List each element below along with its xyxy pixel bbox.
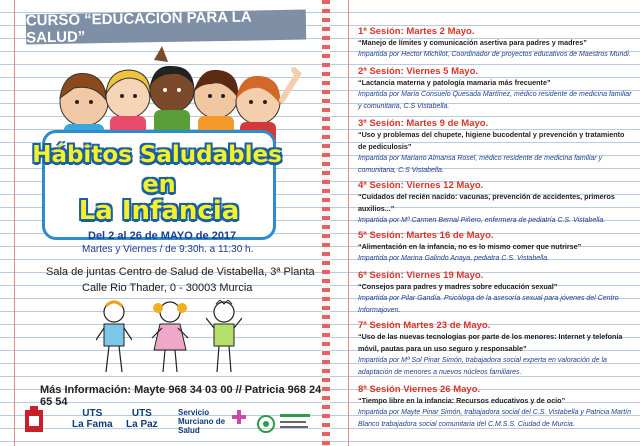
headline-line-3: La Infancia (78, 196, 240, 226)
session-topic: “Uso de las nuevas tecnologías por parte de los menores: Internet y telefonía móvil, pautas para un uso seguro y responsable” (358, 332, 623, 353)
session-topic: “Lactancia materna y patología mamaria más frecuente” (358, 78, 551, 87)
session-title: 1ª Sesión: Martes 2 Mayo. (358, 26, 475, 37)
session-speaker: Impartida por Hector Michilot, Coordinador de proyectos educativos de Maestros Mundi. (358, 51, 631, 58)
session-topic: “Alimentación en la infancia, no es lo mismo comer que nutrirse” (358, 242, 582, 251)
session-speaker: Impartida por Pilar Gandía. Psicóloga de la asesoría sexual para jóvenes del Centro Informajoven. (358, 295, 619, 314)
venue-line-1: Sala de juntas Centro de Salud de Vistabella, 3ª Planta (46, 266, 315, 278)
session-title: 3ª Sesión: Martes 9 de Mayo. (358, 118, 489, 129)
session-speaker: Impartida por Mayte Pinar Simón, trabajadora social del C.S. Vistabella y Patricia Martín Blanco trabajadora social comunitaria del C.M.S.S. Ciudad de Murcia. (358, 409, 631, 428)
session-title: 6ª Sesión: Viernes 19 Mayo. (358, 270, 484, 281)
uts-la-fama-line-2: La Fama (72, 419, 113, 430)
session-7 (358, 320, 634, 379)
uts-la-paz-line-1: UTS (131, 408, 152, 419)
servicio-murciano-logo (178, 408, 234, 435)
session-speaker: Impartida por Mariano Almansa Rosel, médico residente de medicina familiar y comunitaria, C.S Vistabella. (358, 155, 603, 174)
session-speaker: Impartida por Marina Galindo Anaya, pediatra C.S. Vistabella. (358, 255, 550, 262)
stick-figure-girl (150, 300, 190, 378)
uts-la-paz-logo (126, 408, 158, 430)
stick-figure-boy (96, 300, 132, 378)
session-5 (358, 230, 634, 265)
course-title: CURSO “EDUCACIÓN PARA LA SALUD” (25, 8, 252, 47)
health-cross-icon (232, 410, 246, 424)
course-dates: Del 2 al 26 de MAYO de 2017 (88, 230, 237, 242)
session-title: 5ª Sesión: Martes 16 de Mayo. (358, 230, 494, 241)
sponsor-logos (14, 404, 320, 444)
uts-la-fama-line-1: UTS (82, 408, 103, 419)
session-topic: “Tiempo libre en la infancia: Recursos educativos y de ocio” (358, 396, 566, 405)
notebook-margin-line (348, 0, 349, 446)
session-6 (358, 270, 634, 317)
session-4 (358, 180, 634, 227)
stick-figure-kid (206, 300, 242, 378)
session-title: 7ª Sesión Martes 23 de Mayo. (358, 320, 491, 331)
session-2 (358, 66, 634, 113)
course-hours: Martes y Viernes / de 9:30h. a 11:30 h. (82, 244, 254, 255)
uts-la-paz-line-2: La Paz (126, 419, 158, 430)
headline-line-1: Hábitos Saludables (32, 142, 282, 168)
session-speaker: Impartida por Mª Carmen Bernal Piñero, enfermera de pediatría C.S. Vistabella. (358, 217, 606, 224)
uts-la-fama-logo (72, 408, 113, 430)
servicio-murciano-text: Servicio Murciano de Salud (178, 408, 226, 435)
contact-info: Más Información: Mayte 968 34 03 00 // Patricia 968 24 65 54 (40, 384, 322, 408)
session-topic: “Cuidados del recién nacido: vacunas, prevención de accidentes, primeros auxilios...” (358, 192, 615, 213)
headline-line-2: en (142, 170, 176, 198)
session-title: 4ª Sesión: Viernes 12 Mayo. (358, 180, 484, 191)
health-center-logo (256, 408, 314, 438)
session-8 (358, 384, 634, 431)
session-title: 2ª Sesión: Viernes 5 Mayo. (358, 66, 479, 77)
session-topic: “Manejo de límites y comunicación asertiva para padres y madres” (358, 38, 587, 47)
session-speaker: Impartida por Mª Sol Pinar Simón, trabajadora social experta en valoración de la adaptación de menores a nuevos núcleos familiares. (358, 357, 607, 376)
session-1 (358, 26, 634, 61)
program-panel (330, 0, 640, 446)
session-speaker: Impartida por María Consuelo Quesada Martínez, médico residente de medicina familiar y comunitaria, C.S Vistabella. (358, 91, 632, 110)
notebook-spiral (322, 0, 330, 446)
session-3 (358, 118, 634, 177)
session-topic: “Consejos para padres y madres sobre educación sexual” (358, 282, 558, 291)
city-council-logo (24, 406, 44, 436)
venue-line-2: Calle Rio Thader, 0 - 30003 Murcia (82, 282, 253, 294)
session-topic: “Uso y problemas del chupete, higiene bucodental y prevención y tratamiento de pediculosis” (358, 130, 625, 151)
session-title: 8ª Sesión Viernes 26 Mayo. (358, 384, 481, 395)
